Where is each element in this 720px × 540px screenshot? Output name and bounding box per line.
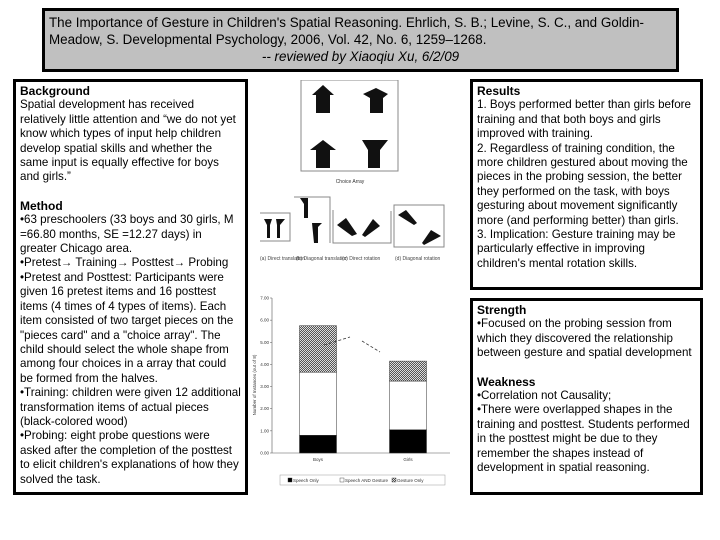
strength-item: •Focused on the probing session from which they discovered the relationship between gesture and spatial development	[477, 317, 692, 360]
comparison-marker	[362, 341, 380, 352]
x-tick-label: Girls	[403, 457, 413, 462]
legend-label: Speech AND Gesture	[345, 478, 389, 483]
weakness-heading: Weakness	[477, 374, 536, 389]
method-heading: Method	[20, 198, 63, 213]
panel-label-c: (c) Direct rotation	[342, 256, 381, 262]
stimuli-figure	[250, 80, 460, 280]
x-tick-label: Boys	[312, 457, 324, 462]
y-tick-label: 1.00	[260, 428, 269, 434]
results-item: 1. Boys performed better than girls before training and that both boys and girls improved with training.	[477, 98, 691, 141]
citation-line-2: Meadow, S. Developmental Psychology, 2006, Vol. 42, No. 6, 1259–1268.	[49, 32, 487, 47]
legend-swatch	[392, 478, 396, 482]
method-item: •Training: children were given 12 additional transformation items of actual pieces (black-colored wood)	[20, 386, 241, 428]
legend-swatch	[340, 478, 344, 482]
y-tick-label: 6.00	[260, 317, 269, 323]
choice-array-label: Choice Array	[335, 179, 365, 185]
strength-heading: Strength	[477, 303, 527, 317]
y-tick-label: 2.00	[260, 406, 269, 412]
panel-label-d: (d) Diagonal rotation	[395, 256, 441, 262]
results-panel	[470, 79, 703, 290]
y-tick-label: 0.00	[260, 450, 269, 456]
y-tick-label: 3.00	[260, 384, 269, 390]
method-item: •63 preschoolers (33 boys and 30 girls, M =66.80 months, SE =12.27 days) in greater Chicago area.	[20, 213, 234, 256]
weakness-item: •There were overlapped shapes in the training and posttest. Students performed in the posttest might be due to they remember the shapes instead of development in spatial reasoning.	[477, 403, 690, 475]
background-text: Spatial development has received relatively little attention and “we do not yet know which types of input help children develop spatial skills and whether the same input is equally effective for boys and girls.”	[20, 98, 236, 184]
legend-swatch	[288, 478, 292, 482]
y-axis-label: Number of Instances (out of 8)	[252, 354, 257, 416]
strength-weakness-panel	[470, 298, 703, 495]
results-item: 3. Implication: Gesture training may be particularly effective in improving children's mental rotation skills.	[477, 228, 676, 270]
legend-label: Gesture Only	[397, 478, 424, 483]
background-heading: Background	[20, 84, 91, 98]
panel-label-b: (b) Diagonal translation	[296, 256, 348, 262]
bar-segment-girls-1	[390, 381, 427, 430]
y-tick-label: 7.00	[260, 295, 269, 301]
header-citation	[42, 8, 679, 72]
y-tick-label: 4.00	[260, 361, 269, 367]
method-item: •Probing: eight probe questions were asked after the completion of the posttest to elicit children's explanations of how they solved the task.	[20, 429, 239, 486]
method-item: •Pretest→ Training→ Posttest→ Probing	[20, 256, 229, 270]
bar-segment-boys-0	[300, 435, 337, 453]
citation-line-1: The Importance of Gesture in Children's Spatial Reasoning. Ehrlich, S. B.; Levine, S. C., and Goldin-	[49, 15, 645, 30]
weakness-item: •Correlation not Causality;	[477, 389, 612, 403]
panel-label-a: (a) Direct translation	[260, 256, 306, 262]
bar-segment-boys-1	[300, 372, 337, 435]
bar-segment-boys-2	[300, 326, 337, 373]
bar-segment-girls-2	[390, 361, 427, 381]
results-item: 2. Regardless of training condition, the more children gestured about moving the pieces in the probing session, the better they performed on the task, with boys gesturing about movement significantly more (and performing better) than girls.	[477, 141, 688, 227]
y-tick-label: 5.00	[260, 339, 269, 345]
results-heading: Results	[477, 84, 521, 98]
background-method-panel	[13, 79, 248, 495]
reviewer-line: -- reviewed by Xiaoqiu Xu, 6/2/09	[261, 49, 460, 64]
method-item: •Pretest and Posttest: Participants were given 16 pretest items and 16 posttest items (4 times of 4 types of items). Each item consisted of two target pieces on the "pieces card" and a "choice array". The child should select the whole shape from among four choices in a array that could be formed from the halves.	[20, 270, 234, 385]
gesture-bar-chart	[250, 285, 460, 495]
bar-segment-girls-0	[390, 430, 427, 453]
legend-label: Speech Only	[293, 478, 319, 483]
